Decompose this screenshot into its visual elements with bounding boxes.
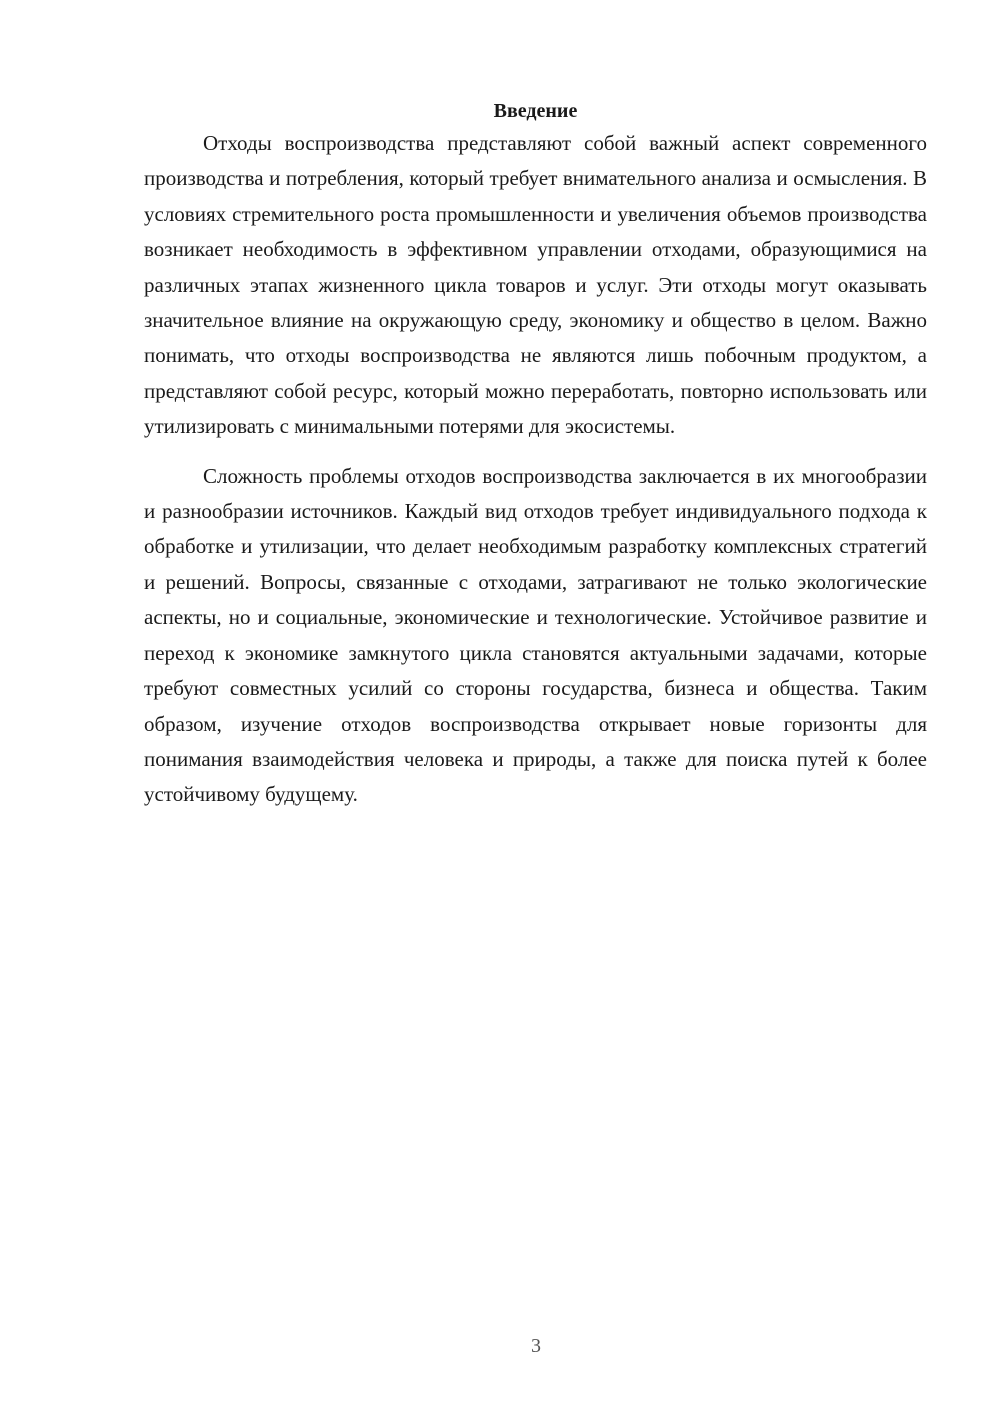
paragraph-2: Сложность проблемы отходов воспроизводства заключается в их многообразии и разнообразии источников. Каждый вид отходов требует индивидуального подхода к обработке и утилизации, что делает необходимым разработку комплексных стратегий и решений. Вопросы, связанные с отходами, затрагивают не только экологические аспекты, но и социальные, экономические и технологические. Устойчивое развитие и переход к экономике замкнутого цикла становятся актуальными задачами, которые требуют совместных усилий со стороны государства, бизнеса и общества. Таким образом, изучение отходов воспроизводства открывает новые горизонты для понимания взаимодействия человека и природы, а также для поиска путей к более устойчивому будущему. xyxy=(144,463,927,807)
section-heading: Введение xyxy=(493,100,578,122)
page-number: 3 xyxy=(531,1335,541,1357)
page-body xyxy=(144,96,927,813)
paragraph-1: Отходы воспроизводства представляют собой важный аспект современного производства и потребления, который требует внимательного анализа и осмысления. В условиях стремительного роста промышленности и увеличения объемов производства возникает необходимость в эффективном управлении отходами, образующимися на различных этапах жизненного цикла товаров и услуг. Эти отходы могут оказывать значительное влияние на окружающую среду, экономику и общество в целом. Важно понимать, что отходы воспроизводства не являются лишь побочным продуктом, а представляют собой ресурс, который можно переработать, повторно использовать или утилизировать с минимальными потерями для экосистемы. xyxy=(144,131,927,439)
